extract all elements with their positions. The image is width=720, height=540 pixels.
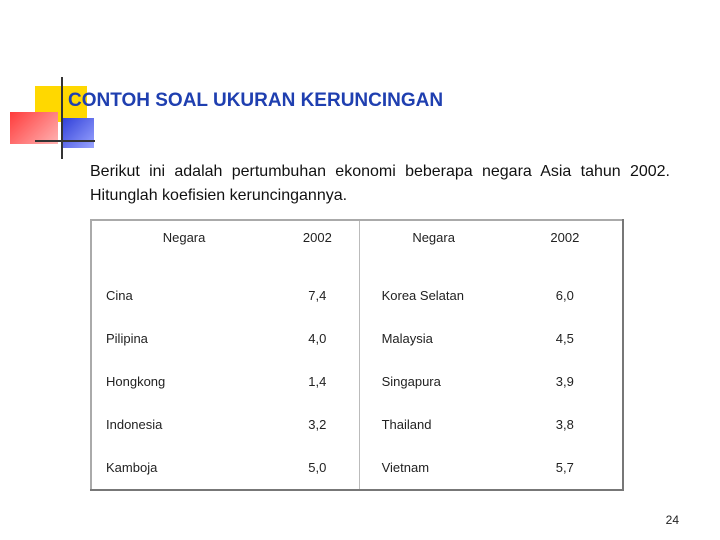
table-row (91, 317, 623, 360)
value-cell: 4,0 (308, 331, 327, 346)
value-cell: 7,4 (308, 288, 327, 303)
page-number: 24 (665, 513, 679, 527)
country-cell: Malaysia (359, 317, 508, 360)
table-row (91, 360, 623, 403)
data-table (90, 219, 624, 491)
country-cell: Pilipina (106, 331, 148, 346)
intro-paragraph: Berikut ini adalah pertumbuhan ekonomi beberapa negara Asia tahun 2002. Hitunglah koefisien keruncingannya. (90, 163, 670, 204)
logo-blue-block (62, 118, 94, 148)
header-2002-2: 2002 (550, 230, 580, 245)
value-cell: 5,0 (308, 460, 327, 475)
country-cell: Kamboja (106, 460, 158, 475)
slide-title: CONTOH SOAL UKURAN KERUNCINGAN (68, 90, 444, 111)
value-cell: 1,4 (308, 374, 327, 389)
logo-vertical-line (61, 77, 63, 159)
country-cell: Korea Selatan (359, 274, 508, 317)
value-cell: 3,9 (555, 374, 574, 389)
value-cell: 4,5 (555, 331, 574, 346)
table-header-row (91, 220, 623, 274)
value-cell: 3,2 (308, 417, 327, 432)
value-cell: 6,0 (555, 288, 574, 303)
value-cell: 5,7 (555, 460, 574, 475)
country-cell: Singapura (359, 360, 508, 403)
country-cell: Vietnam (359, 446, 508, 490)
country-cell: Hongkong (106, 374, 166, 389)
header-negara-2: Negara (359, 220, 508, 274)
table-row (91, 403, 623, 446)
logo-horizontal-line (35, 140, 95, 142)
header-2002-1: 2002 (302, 230, 332, 245)
country-cell: Thailand (359, 403, 508, 446)
slide-logo (0, 0, 100, 170)
country-cell: Cina (106, 288, 133, 303)
value-cell: 3,8 (555, 417, 574, 432)
header-negara-1: Negara (162, 230, 206, 245)
country-cell: Indonesia (106, 417, 163, 432)
table-row (91, 446, 623, 490)
table-row (91, 274, 623, 317)
